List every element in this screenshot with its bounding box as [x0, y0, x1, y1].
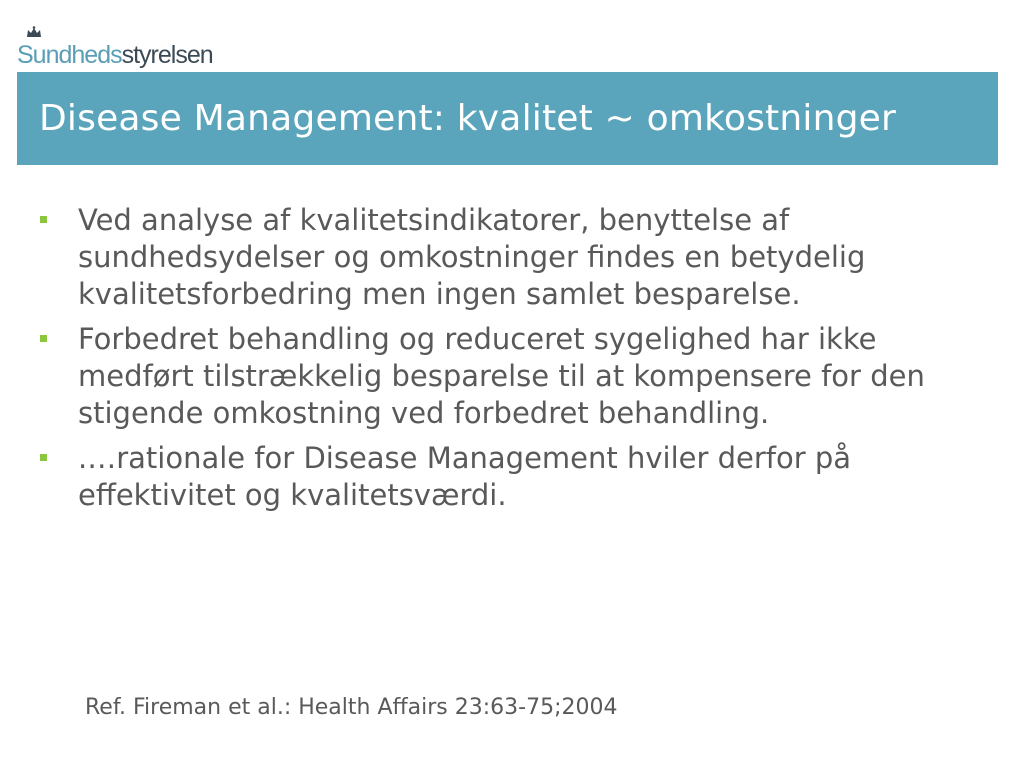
- reference-note: Ref. Fireman et al.: Health Affairs 23:63-75;2004: [85, 695, 618, 720]
- logo-text-part2: styrelsen: [121, 41, 213, 69]
- bullet-item: [38, 202, 998, 313]
- bullet-list: [38, 202, 998, 522]
- logo-text-part1: Sundheds: [17, 41, 122, 69]
- square-bullet-icon: [40, 335, 47, 342]
- bullet-text: .…rationale for Disease Management hviler derfor på effektivitet og kvalitetsværdi.: [78, 441, 852, 512]
- sundhedsstyrelsen-logo: [17, 28, 213, 68]
- square-bullet-icon: [40, 216, 47, 223]
- bullet-text: Ved analyse af kvalitetsindikatorer, benyttelse af sundhedsydelser og omkostninger findes en betydelig kvalitetsforbedring men ingen samlet besparelse.: [78, 203, 866, 311]
- bullet-item: [38, 440, 998, 514]
- logo-wordmark: [17, 43, 213, 68]
- bullet-item: [38, 321, 998, 432]
- slide-title: Disease Management: kvalitet ~ omkostninger: [39, 98, 896, 139]
- title-bar: [17, 72, 998, 165]
- crown-icon: [25, 26, 43, 38]
- bullet-text: Forbedret behandling og reduceret sygelighed har ikke medført tilstrækkelig besparelse til at kompensere for den stigende omkostning ved forbedret behandling.: [78, 322, 925, 430]
- square-bullet-icon: [40, 454, 47, 461]
